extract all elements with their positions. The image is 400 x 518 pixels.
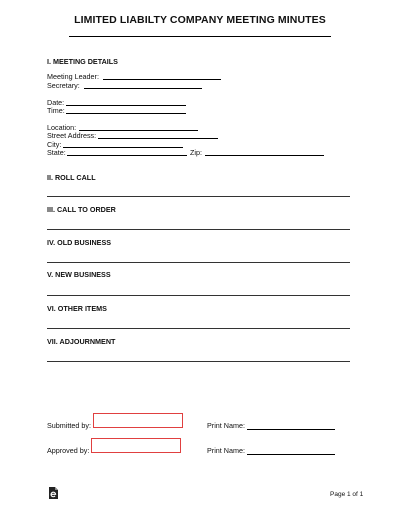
city-label: City: xyxy=(47,140,62,149)
approved-print-name-field[interactable] xyxy=(247,454,335,455)
state-label: State: xyxy=(47,148,66,157)
approved-print-name-label: Print Name: xyxy=(207,446,245,455)
city-field[interactable] xyxy=(63,147,183,148)
location-label: Location: xyxy=(47,123,77,132)
adjournment-line[interactable] xyxy=(47,361,350,362)
section-adjournment: VII. ADJOURNMENT xyxy=(47,337,116,346)
time-field[interactable] xyxy=(66,113,186,114)
submitted-by-signature-box[interactable] xyxy=(93,413,183,428)
street-address-field[interactable] xyxy=(98,138,218,139)
submitted-by-label: Submitted by: xyxy=(47,421,91,430)
section-meeting-details: I. MEETING DETAILS xyxy=(47,57,118,66)
date-field[interactable] xyxy=(66,105,186,106)
call-to-order-line[interactable] xyxy=(47,229,350,230)
zip-field[interactable] xyxy=(205,155,324,156)
secretary-label: Secretary: xyxy=(47,81,80,90)
new-business-line[interactable] xyxy=(47,295,350,296)
meeting-leader-field[interactable] xyxy=(103,79,221,80)
page-number: Page 1 of 1 xyxy=(330,491,364,498)
submitted-print-name-label: Print Name: xyxy=(207,421,245,430)
title-underline xyxy=(69,36,331,37)
zip-label: Zip: xyxy=(190,148,202,157)
section-roll-call: II. ROLL CALL xyxy=(47,173,96,182)
approved-by-signature-box[interactable] xyxy=(91,438,181,453)
old-business-line[interactable] xyxy=(47,262,350,263)
section-other-items: VI. OTHER ITEMS xyxy=(47,304,107,313)
meeting-leader-label: Meeting Leader: xyxy=(47,72,99,81)
secretary-field[interactable] xyxy=(84,88,202,89)
approved-by-label: Approved by: xyxy=(47,446,90,455)
other-items-line[interactable] xyxy=(47,328,350,329)
location-field[interactable] xyxy=(79,130,198,131)
submitted-print-name-field[interactable] xyxy=(247,429,335,430)
document-title: LIMITED LIABILTY COMPANY MEETING MINUTES xyxy=(74,14,326,26)
roll-call-line[interactable] xyxy=(47,196,350,197)
eforms-logo-icon xyxy=(48,486,59,498)
state-field[interactable] xyxy=(67,155,187,156)
time-label: Time: xyxy=(47,106,65,115)
section-call-to-order: III. CALL TO ORDER xyxy=(47,205,116,214)
section-new-business: V. NEW BUSINESS xyxy=(47,270,111,279)
street-address-label: Street Address: xyxy=(47,131,97,140)
date-label: Date: xyxy=(47,98,65,107)
section-old-business: IV. OLD BUSINESS xyxy=(47,238,112,247)
